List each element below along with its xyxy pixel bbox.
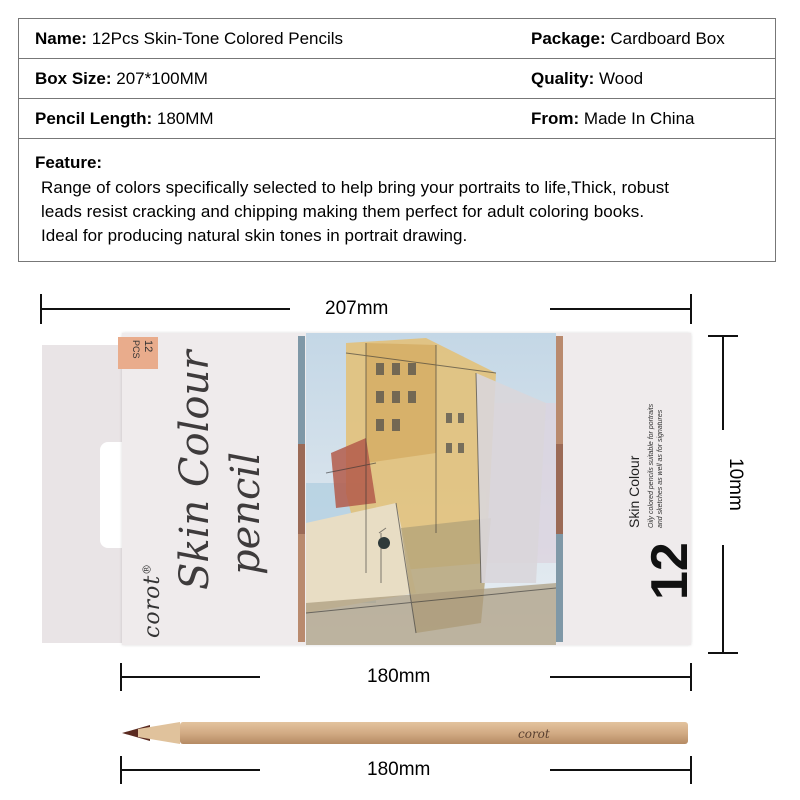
box-brand: corot xyxy=(140,574,165,638)
feature-key: Feature: xyxy=(35,153,103,172)
from-key: From: xyxy=(531,109,580,128)
box-size-key: Box Size: xyxy=(35,69,112,88)
dim-tick-bottom xyxy=(708,652,738,654)
side-title: Skin Colour xyxy=(626,455,642,528)
dim-line-right-top xyxy=(722,335,724,430)
feature-line-3: Ideal for producing natural skin tones in portrait drawing. xyxy=(41,226,468,245)
pencil-length-key: Pencil Length: xyxy=(35,109,153,128)
stripe-brown-left xyxy=(298,444,305,534)
quality-value: Wood xyxy=(599,69,644,88)
dim3-line-left xyxy=(120,769,260,771)
feature-line-1: Range of colors specifically selected to help bring your portraits to life,Thick, robust xyxy=(41,178,670,197)
feature-block xyxy=(18,138,776,262)
box-title-line-2: pencil xyxy=(223,451,269,575)
pencil-length-value: 180MM xyxy=(156,109,214,128)
pcs-count: 12 xyxy=(142,340,154,353)
registered-mark: ® xyxy=(140,562,154,575)
package-value: Cardboard Box xyxy=(610,29,725,48)
box-inner-width-label: 180mm xyxy=(367,666,431,687)
dim2-tick-right xyxy=(690,663,692,691)
dim3-line-right xyxy=(550,769,691,771)
name-key: Name: xyxy=(35,29,87,48)
stripe-blue-right xyxy=(556,534,563,642)
spec-row-pencil-length xyxy=(18,98,776,138)
name-value: 12Pcs Skin-Tone Colored Pencils xyxy=(91,29,344,48)
watercolor-street-illustration xyxy=(306,333,556,645)
dim-line-right-bottom xyxy=(722,545,724,653)
side-number: 12 xyxy=(641,542,699,600)
stripe-tan-left xyxy=(298,534,305,642)
dim-tick-right xyxy=(690,294,692,324)
spec-row-box-size xyxy=(18,58,776,98)
box-height-label: 10mm xyxy=(725,458,746,511)
spec-table xyxy=(18,18,776,262)
package-key: Package: xyxy=(531,29,606,48)
box-title-line-1: Skin Colour xyxy=(172,350,218,590)
stripe-blue-left xyxy=(298,336,305,444)
dim3-tick-right xyxy=(690,756,692,784)
side-desc-1: Oily colored pencils suitable for portraits xyxy=(648,403,655,528)
dim-line-top-right xyxy=(550,308,691,310)
dim-line-top-left xyxy=(40,308,290,310)
box-width-label: 207mm xyxy=(325,298,389,319)
quality-key: Quality: xyxy=(531,69,595,88)
side-desc-2: and sketches as well as for signatures xyxy=(657,409,664,528)
stripe-brown-right xyxy=(556,444,563,534)
dim2-line-left xyxy=(120,676,260,678)
pcs-badge xyxy=(118,337,158,369)
feature-line-2: leads resist cracking and chipping making them perfect for adult coloring books. xyxy=(41,202,645,221)
pcs-unit: PCS xyxy=(131,340,141,359)
pencil-length-label: 180mm xyxy=(367,759,431,780)
pencil-brand: corot xyxy=(518,727,550,741)
box-hang-flap xyxy=(42,345,123,643)
box-size-value: 207*100MM xyxy=(116,69,208,88)
dim2-line-right xyxy=(550,676,691,678)
spec-row-name xyxy=(18,18,776,58)
stripe-tan-right xyxy=(556,336,563,444)
from-value: Made In China xyxy=(583,109,695,128)
pencil xyxy=(120,720,690,746)
